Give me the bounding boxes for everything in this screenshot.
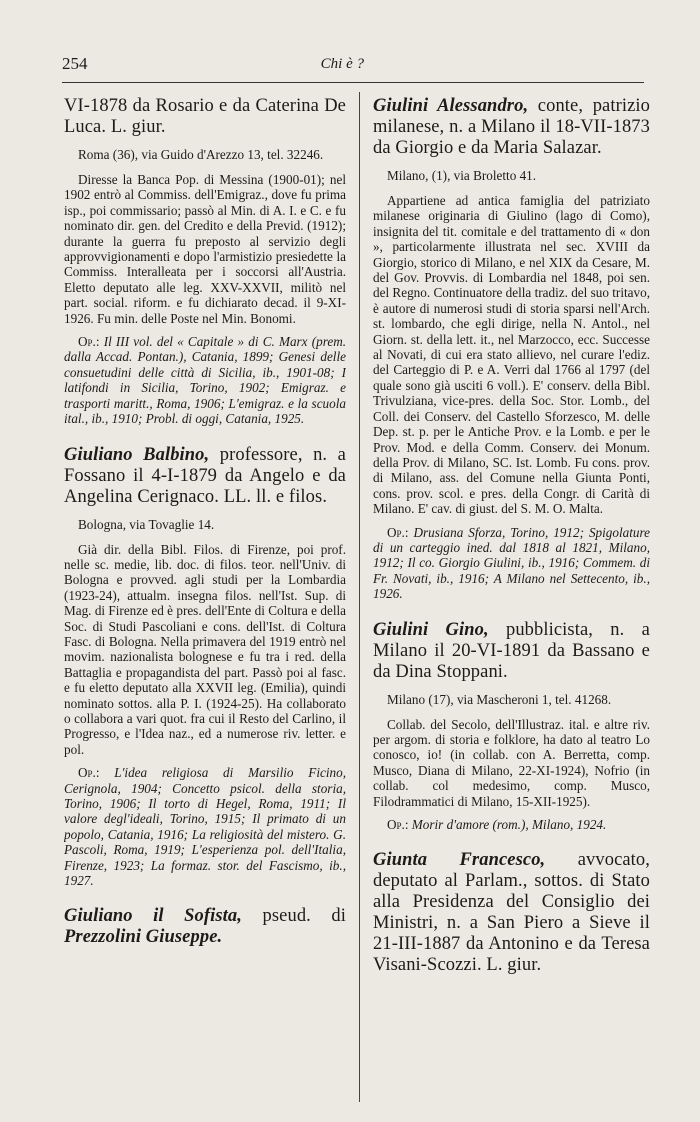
entry-heading: [373, 850, 650, 976]
entry-giulini-gino: [373, 620, 650, 833]
entry-continued: [64, 96, 346, 427]
entry-address: Milano, (1), via Broletto 41.: [387, 168, 537, 183]
running-head: [62, 50, 644, 78]
entry-giunta-francesco: [373, 850, 650, 976]
works-label: Op.:: [387, 524, 409, 540]
entry-name: Giulini Gino,: [373, 619, 489, 640]
entry-heading: [64, 906, 346, 948]
running-title: Chi è ?: [320, 55, 364, 72]
entry-giulini-alessandro: [373, 96, 650, 602]
entry-heading-text: conte, patrizio milanese, n. a Milano il 18-VII-1873 da Giorgio e da Maria Salazar.: [373, 96, 650, 158]
works-label: Op.:: [78, 765, 100, 781]
entry-biography: Appartiene ad antica famiglia del patriziato milanese originaria di Giulino (lago di Como), insignita del tit. comitale e del trattamento di « don », particolarmente illustrata nel sec. XVIII da Giorgio, storico di Milano, e nel XIX da Cesare, M. del Gov. Provvis. di Lombardia nel 1848, poi sen. del Regno. Continuatore della tradiz. del suo tritavo, è autore di numerosi studi di storia sparsi nell'Arch. st. lombardo, che egli dirige, nella N. Antol., nel Giorn. st. della lett. it., nel Marzocco, ecc. Successe al Novati, di cui era stato allievo, nel curare l'ediz. del Carteggio di P. e A. Verri dal 1766 al 1797 (del quale sono già usciti 6 voll.). E' conserv. della Bibl. Trivulziana, vice-pres. della Soc. Stor. Lomb., del Coll. dei Conserv. del Castello Sforzesco, M. delle Dep. st. p. per le Antiche Prov. e la Lomb. e per le Prov. Mod. e della Comm. Conserv. dei Monum. della Prov. di Milano, SC. Ist. Lomb. Fu cons. prov. di Milano, ass. del Comune nella Giunta Ponti, cons. prov. scol. e pres. della Congr. di Carità di Milano. E' cav. di giust. del S. M. O. Malta.: [373, 193, 650, 517]
left-column: [64, 96, 346, 1102]
entry-giuliano-il-sofista: [64, 906, 346, 948]
entry-name: Giuliano Balbino,: [64, 444, 210, 465]
entry-heading-text: pseud. di: [242, 906, 346, 927]
works-text: Morir d'amore (rom.), Milano, 1924.: [411, 817, 607, 832]
entry-works: [373, 525, 650, 602]
entry-heading-text: professore, n. a Fossano il 4-I-1879 da Angelo e da Angelina Cerignaco. LL. ll. e filos.: [64, 444, 346, 507]
entry-name: Giulini Alessandro,: [373, 96, 529, 116]
entry-works: [373, 817, 650, 832]
works-label: Op.:: [78, 334, 100, 350]
entry-biography: Diresse la Banca Pop. di Messina (1900-01); nel 1902 entrò al Commiss. dell'Emigraz., dove fu prima isp., poi commissario; passò al Min. di A. I. e C. e fu nominato dir. gen. del Credito e della Previd. (1912); durante la guerra fu preposto al servizio degli approvvigionamenti e dopo l'armistizio presiedette la Commiss. Interalleata per i soccorsi all'Austria. Eletto deputato alle leg. XXV-XXVII, militò nel part. social. riform. e fu dichiarato decad. il 9-XI-1926. Fu min. delle Poste nel Min. Bonomi.: [64, 172, 346, 326]
works-label: Op.:: [387, 817, 409, 832]
works-text: Drusiana Sforza, Torino, 1912; Spigolature di un carteggio ined. dal 1818 al 1821, Milano, 1912; Il co. Giorgio Giulini, ib., 1916; Commem. di Fr. Novati, ib., 1916; A Milano nel Settecento, ib., 1926.: [373, 524, 650, 602]
entry-address: Roma (36), via Guido d'Arezzo 13, tel. 32246.: [78, 147, 324, 162]
entry-biography: Già dir. della Bibl. Filos. di Firenze, poi prof. nelle sc. medie, lib. doc. di filos. teor. nell'Univ. di Bologna e provved. agli studi per la Lombardia (1923-24), attualm. insegna filos. nell'Ist. Sup. di Mag. di Firenze ed è pres. dell'Ente di Coltura e della Soc. di Studi Pascoliani e cons. dell'Ist. di Coltura Fasc. di Bologna. Nella primavera del 1919 entrò nel movim. nazionalista bolognese e fu tra i red. della Battaglia e propagandista del part. Passò poi al fasc. e fu eletto deputato alla XXVII leg. (Emilia), quindi nominato sottos. alla P. I. (1924-25). Ha collaborato o collabora a vari quot. fra cui il Resto del Carlino, il Progresso, e l'Idea naz., ed a numerose riv. letter. e pol.: [64, 541, 346, 757]
entry-works: [64, 334, 346, 426]
column-divider: [359, 92, 360, 1102]
entry-address: Milano (17), via Mascheroni 1, tel. 41268.: [387, 691, 612, 707]
page-number: 254: [62, 54, 88, 73]
entry-heading-text: avvocato, deputato al Parlam., sottos. di Stato alla Presidenza del Consiglio dei Ministri, n. a San Piero a Sieve il 21-III-1887 da Antonino e da Teresa Visani-Scozzi. L. giur.: [373, 850, 650, 976]
entry-heading-text: pubblicista, n. a Milano il 20-VI-1891 da Bassano e da Dina Stoppani.: [373, 619, 650, 682]
entry-biography: Collab. del Secolo, dell'Illustraz. ital. e altre riv. per argom. di storia e folklore, ha dato al teatro Lo conosco, io! (in collab. con A. Berretta, comp. Musco, Diana di Milano, 22-XI-1924), Nofrio (in collab. col medesimo, comp. Musco, Filodrammatici di Milano, 15-XII-1925).: [373, 716, 650, 809]
entry-heading: VI-1878 da Rosario e da Caterina De Luca. L. giur.: [64, 96, 346, 137]
cross-reference: Prezzolini Giuseppe.: [64, 927, 223, 948]
entry-address: Bologna, via Tovaglie 14.: [78, 516, 215, 532]
entry-name: Giunta Francesco,: [373, 850, 546, 871]
right-column: [373, 96, 650, 1102]
entry-heading: [64, 445, 346, 508]
entry-heading: [373, 96, 650, 159]
header-rule: [62, 82, 644, 83]
entry-heading: [373, 620, 650, 683]
entry-giuliano-balbino: [64, 445, 346, 889]
works-text: L'idea religiosa di Marsilio Ficino, Cerignola, 1904; Concetto psicol. della storia, Torino, 1906; Il torto di Hegel, Roma, 1911; Il valore degl'ideali, Torino, 1915; Il primato di un popolo, Catania, 1916; La religiosità del mistero. G. Pascoli, Roma, 1919; L'esperienza pol. dell'Italia, Firenze, 1923; La formaz. stor. del Fascismo, ib., 1927.: [64, 765, 346, 889]
works-text: Il III vol. del « Capitale » di C. Marx (prem. dalla Accad. Pontan.), Catania, 1899; Genesi delle consuetudini delle città di Sicilia, ib., 1901-08; I latifondi in Sicilia, Torino, 1902; Emigraz. e trasporti maritt., Roma, 1906; L'emigraz. e la scuola ital., ib., 1910; Probl. di oggi, Catania, 1925.: [64, 334, 346, 427]
entry-name: Giuliano il Sofista,: [64, 906, 242, 927]
entry-works: [64, 765, 346, 888]
